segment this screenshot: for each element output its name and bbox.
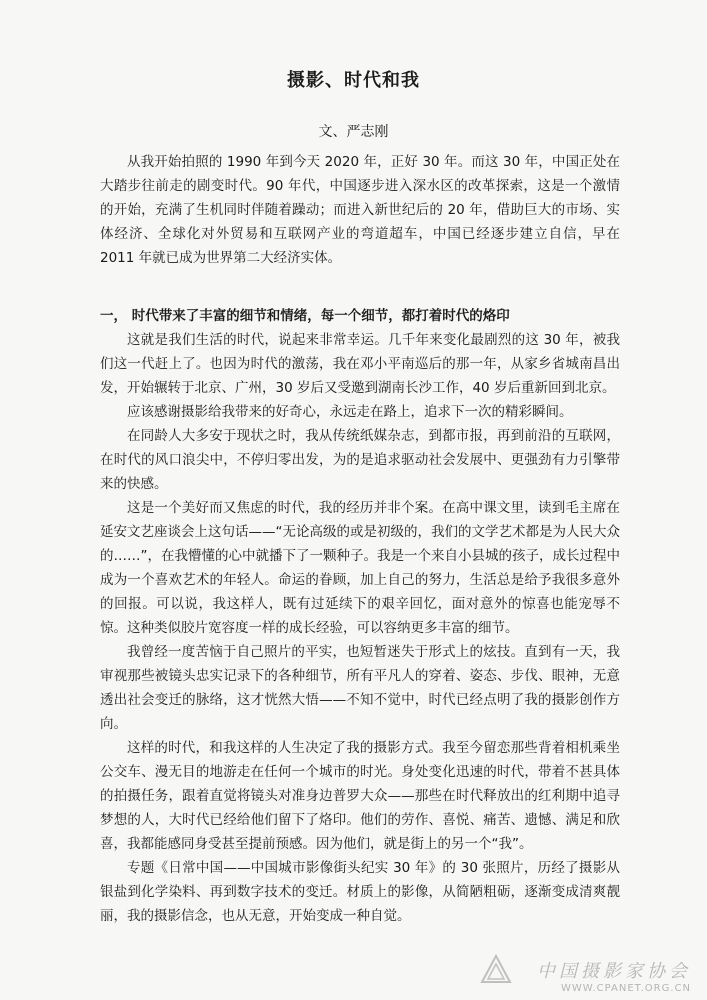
body-paragraph: 我曾经一度苦恼于自己照片的平实，也短暂迷失于形式上的炫技。直到有一天，我审视那些被镜头忠实记录下的各种细节，所有平凡人的穿着、姿态、步伐、眼神，无意透出社会变迁的脉络，这才恍然大悟——不知不觉中，时代已经点明了我的摄影创作方向。 (100, 644, 620, 732)
body-paragraph: 专题《日常中国——中国城市影像街头纪实 30 年》的 30 张照片，历经了摄影从银盐到化学染料、再到数字技术的变迁。材质上的影像，从简陋粗砺，逐渐变成清爽靓丽，我的摄影信念，也从无意，开始变成一种自觉。 (100, 860, 620, 924)
section-heading: 一， 时代带来了丰富的细节和情绪，每一个细节，都打着时代的烙印 (100, 308, 510, 324)
body-paragraph: 这样的时代，和我这样的人生决定了我的摄影方式。我至今留恋那些背着相机乘坐公交车、漫无目的地游走在任何一个城市的时光。身处变化迅速的时代，带着不甚具体的拍摄任务，跟着直觉将镜头对准身边普罗大众——那些在时代释放出的红利期中追寻梦想的人，大时代已经给他们留下了烙印。他们的劳作、喜悦、痛苦、遗憾、满足和欣喜，我都能感同身受甚至提前预感。因为他们，就是街上的另一个“我”。 (100, 740, 620, 852)
watermark-url: WWW.CPANET.ORG.CN (560, 983, 691, 994)
body-paragraph: 这是一个美好而又焦虑的时代，我的经历并非个案。在高中课文里，读到毛主席在延安文艺座谈会上这句话——“无论高级的或是初级的，我们的文学艺术都是为人民大众的……”，在我懵懂的心中就播下了一颗种子。我是一个来自小县城的孩子，成长过程中成为一个喜欢艺术的年轻人。命运的眷顾，加上自己的努力，生活总是给予我很多意外的回报。可以说，我这样人，既有过延续下的艰辛回忆，面对意外的惊喜也能宠辱不惊。这种类似胶片宽容度一样的成长经验，可以容纳更多丰富的细节。 (100, 500, 620, 636)
watermark (481, 957, 691, 994)
watermark-text: 中国摄影家协会 (537, 961, 691, 982)
body-paragraph: 应该感谢摄影给我带来的好奇心，永远走在路上，追求下一次的精彩瞬间。 (127, 404, 573, 420)
body-paragraph: 这就是我们生活的时代，说起来非常幸运。几千年来变化最剧烈的这 30 年，被我们这一代赶上了。也因为时代的激荡，我在邓小平南巡后的那一年，从家乡省城南昌出发，开始辗转于北京、广州，30 岁后又受邀到湖南长沙工作，40 岁后重新回到北京。 (100, 332, 620, 396)
cpa-logo-icon (479, 953, 513, 987)
article-body (100, 150, 620, 928)
body-paragraph: 在同龄人大多安于现状之时，我从传统纸媒杂志，到都市报，再到前沿的互联网，在时代的风口浪尖中，不停归零出发，为的是追求驱动社会发展中、更强劲有力引擎带来的快感。 (100, 428, 620, 492)
page-title: 摄影、时代和我 (287, 70, 420, 91)
intro-paragraph: 从我开始拍照的 1990 年到今天 2020 年，正好 30 年。而这 30 年，中国正处在大踏步往前走的剧变时代。90 年代，中国逐步进入深水区的改革探索，这是一个激情的开始，充满了生机同时伴随着躁动；而进入新世纪后的 20 年，借助巨大的市场、实体经济、全球化对外贸易和互联网产业的弯道超车，中国已经逐步建立自信，早在 2011 年就已成为世界第二大经济实体。 (100, 154, 620, 266)
author-line: 文、严志刚 (318, 124, 389, 140)
